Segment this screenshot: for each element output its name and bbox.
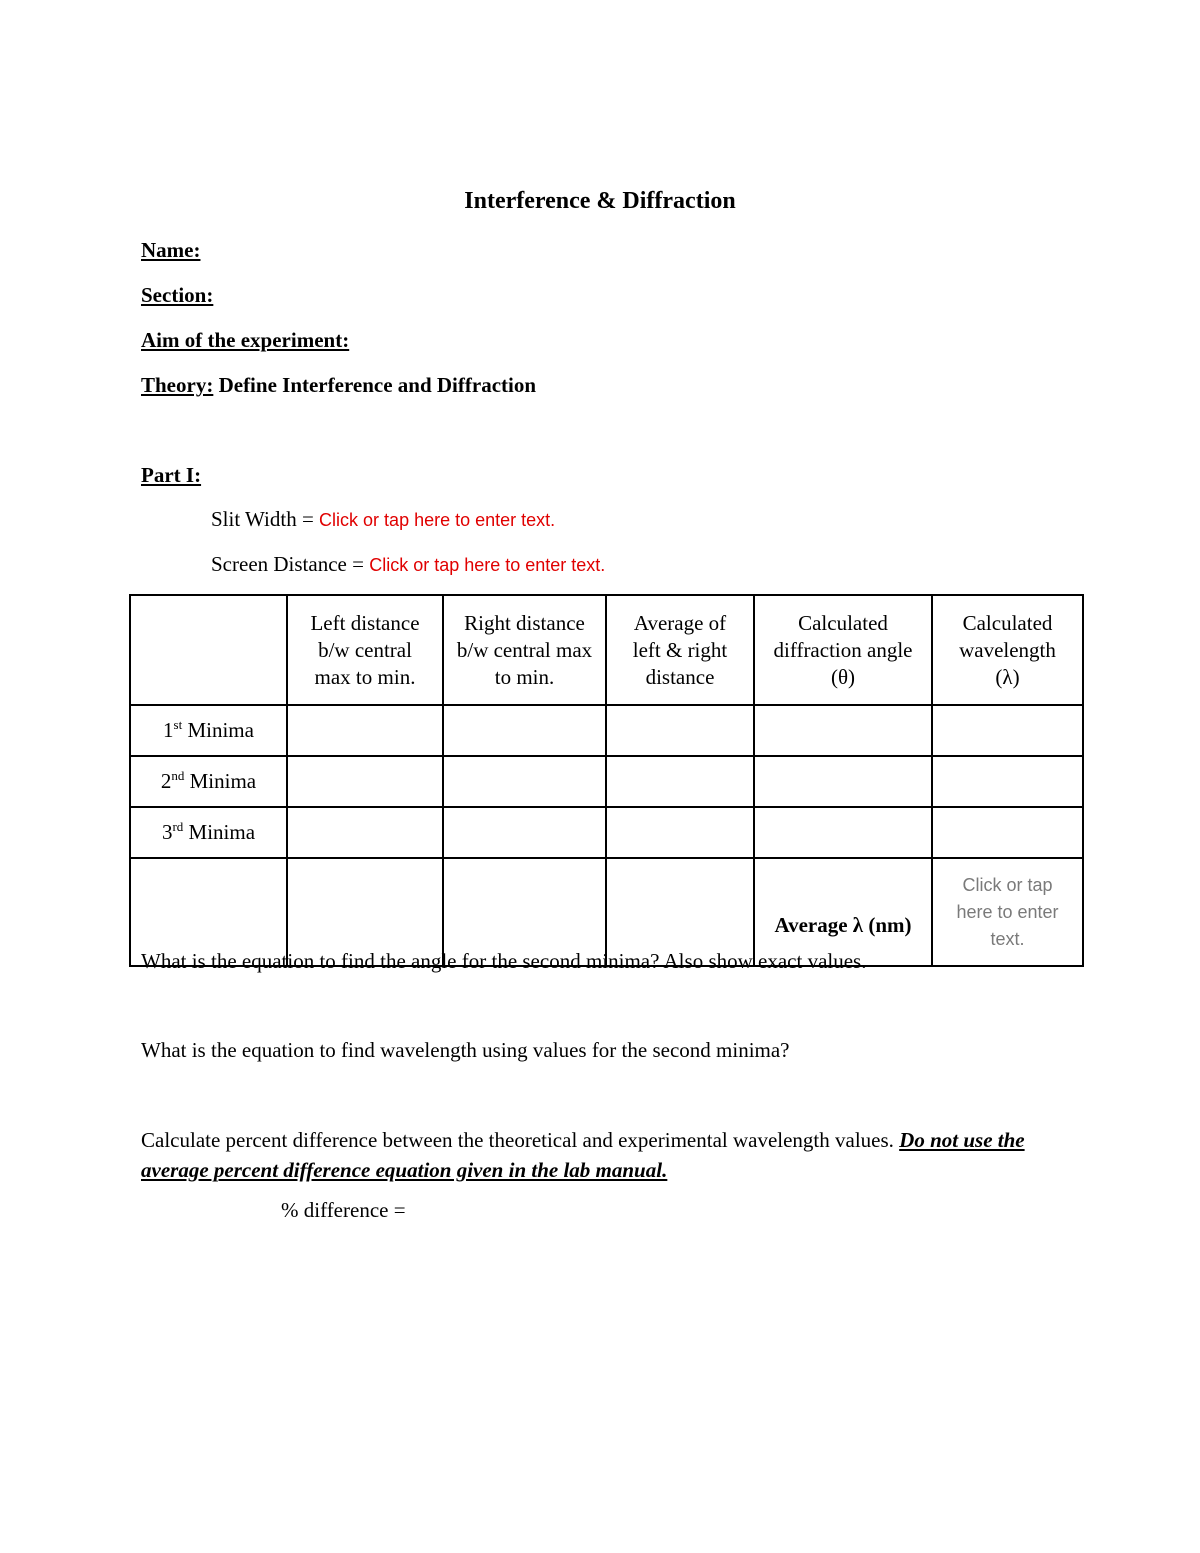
table-row [130,756,1083,807]
aim-field[interactable] [141,328,349,353]
question-percent-difference [141,1125,1041,1185]
data-table [129,594,1084,967]
section-field[interactable] [141,283,213,308]
header-average-distance: Average of left & right distance [606,595,754,705]
data-cell[interactable] [932,756,1083,807]
data-cell[interactable] [754,807,932,858]
data-cell[interactable] [754,705,932,756]
slit-width-input[interactable]: Click or tap here to enter text. [319,510,556,530]
table-header-row [130,595,1083,705]
slit-width-label: Slit Width = [211,507,320,531]
name-field[interactable] [141,238,200,263]
data-cell[interactable] [287,756,443,807]
percent-difference-line: % difference = [281,1198,406,1222]
header-cell-empty [130,595,287,705]
question-wavelength-equation: What is the equation to find wavelength using values for the second minima? [141,1038,790,1062]
question-angle-equation: What is the equation to find the angle for the second minima? Also show exact values. [141,949,867,973]
data-cell[interactable] [754,756,932,807]
theory-label: Theory: [141,373,214,397]
question-percent-emphasis: Do not use the average percent difference equation given in the lab manual. [141,1128,1025,1182]
data-cell[interactable] [606,756,754,807]
header-wavelength: Calculated wavelength (λ) [932,595,1083,705]
data-cell[interactable] [287,807,443,858]
table-row [130,705,1083,756]
section-label: Section: [141,283,214,307]
row-label-first-minima: 1st Minima [130,705,287,756]
screen-distance-label: Screen Distance = [211,552,370,576]
data-cell[interactable] [932,705,1083,756]
data-cell[interactable] [443,756,606,807]
data-cell[interactable] [287,705,443,756]
part-label: Part I: [141,463,202,487]
theory-field [141,373,536,398]
row-label-second-minima: 2nd Minima [130,756,287,807]
header-left-distance: Left distance b/w central max to min. [287,595,443,705]
slit-width-line [211,507,555,532]
average-wavelength-label: Average λ (nm) [754,858,932,966]
data-cell[interactable] [443,705,606,756]
data-cell[interactable] [932,807,1083,858]
theory-text: Define Interference and Diffraction [213,373,537,397]
header-diffraction-angle: Calculated diffraction angle (θ) [754,595,932,705]
data-cell[interactable] [606,807,754,858]
table-row [130,807,1083,858]
data-cell[interactable] [443,807,606,858]
part-heading [141,463,201,488]
average-wavelength-placeholder[interactable]: Click or tap here to enter text. [956,874,1059,949]
question-percent-text: Calculate percent difference between the theoretical and experimental wavelength values. [141,1128,900,1152]
name-label: Name: [141,238,201,262]
screen-distance-line [211,552,605,577]
aim-label: Aim of the experiment: [141,328,350,352]
header-right-distance: Right distance b/w central max to min. [443,595,606,705]
screen-distance-input[interactable]: Click or tap here to enter text. [369,555,606,575]
row-label-third-minima: 3rd Minima [130,807,287,858]
data-cell[interactable] [606,705,754,756]
page-title: Interference & Diffraction [464,188,736,214]
